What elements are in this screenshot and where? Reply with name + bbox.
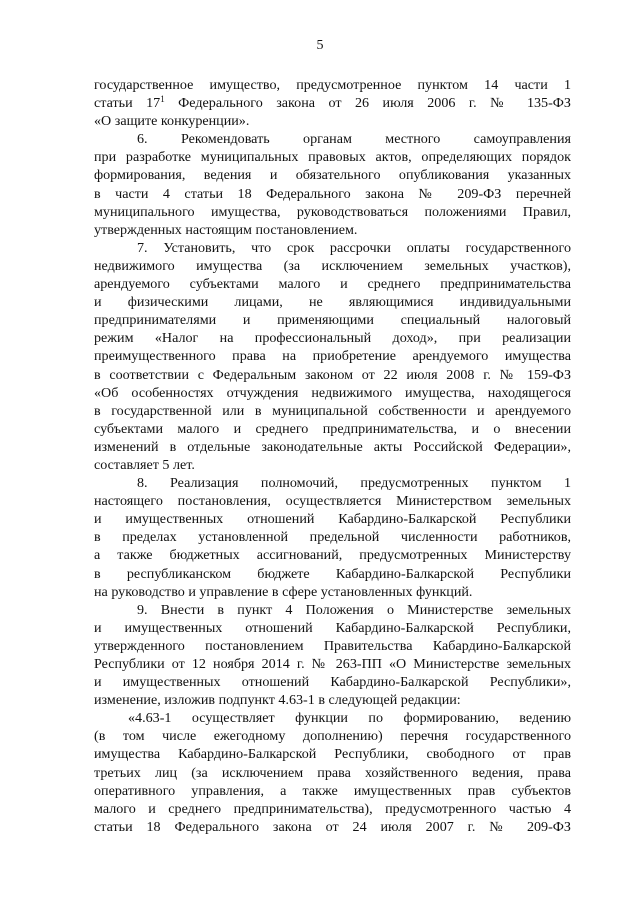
text-line: 9. Внести в пункт 4 Положения о Министерстве земельных <box>137 601 571 618</box>
paragraph-item-7 <box>94 239 571 474</box>
text-line <box>94 94 571 112</box>
text-line: муниципального имущества, руководствоваться положениями Правил, <box>94 203 571 220</box>
text-line: преимущественного права на приобретение арендуемого имущества <box>94 348 571 365</box>
text-line: статьи 18 Федерального закона от 24 июля 2007 г. № 209-ФЗ <box>94 818 571 835</box>
text-line: утвержденного постановлением Правительства Кабардино-Балкарской <box>94 637 571 654</box>
text-line: а также бюджетных ассигнований, предусмотренных Министерству <box>94 547 571 564</box>
text-line: в соответствии с Федеральным законом от 22 июля 2008 г. № 159-ФЗ <box>94 366 571 383</box>
text-line: формирования, ведения и обязательного опубликования указанных <box>94 167 571 184</box>
text-line: и имущественных отношений Кабардино-Балкарской Республики», <box>94 674 571 691</box>
paragraph-item-9 <box>94 601 571 710</box>
text-fragment: Федерального закона от 26 июля 2006 г. № 135-ФЗ <box>164 95 571 112</box>
quoted-subparagraph <box>94 709 571 836</box>
text-line: и физическими лицами, не являющимися индивидуальными <box>94 294 571 311</box>
text-line: малого и среднего предпринимательства), предусмотренного частью 4 <box>94 800 571 817</box>
paragraph-item-6 <box>94 130 571 239</box>
text-line: в пределах установленной предельной численности работников, <box>94 529 571 546</box>
text-line: «Об особенностях отчуждения недвижимого имущества, находящегося <box>94 384 571 401</box>
text-line: изменение, изложив подпункт 4.63-1 в следующей редакции: <box>94 692 461 709</box>
text-line: и имущественных отношений Кабардино-Балкарской Республики <box>94 511 571 528</box>
text-line: в части 4 статьи 18 Федерального закона № 209-ФЗ перечней <box>94 185 571 202</box>
text-line: «4.63-1 осуществляет функции по формированию, ведению <box>128 710 571 727</box>
text-line: в государственной или в муниципальной собственности и арендуемого <box>94 402 571 419</box>
paragraph-item-8 <box>94 474 571 601</box>
text-line: и имущественных отношений Кабардино-Балкарской Республики, <box>94 619 571 636</box>
page-number: 5 <box>316 38 324 53</box>
text-line: 6. Рекомендовать органам местного самоуправления <box>137 131 571 148</box>
text-line: на руководство и управление в сфере установленных функций. <box>94 583 473 600</box>
text-line: составляет 5 лет. <box>94 456 195 473</box>
text-line: изменений в отдельные законодательные акты Российской Федерации», <box>94 438 571 455</box>
text-line: имущества Кабардино-Балкарской Республики, свободного от прав <box>94 746 571 763</box>
text-line: 7. Установить, что срок рассрочки оплаты государственного <box>137 239 571 256</box>
text-line: арендуемого субъектами малого и среднего предпринимательства <box>94 276 571 293</box>
text-line: оперативного управления, а также имущественных прав субъектов <box>94 782 571 799</box>
paragraph-continuation <box>94 76 571 130</box>
text-line: субъектами малого и среднего предпринимательства, и о внесении <box>94 420 571 437</box>
text-line: (в том числе ежегодному дополнению) перечня государственного <box>94 728 571 745</box>
text-line: 8. Реализация полномочий, предусмотренных пунктом 1 <box>137 475 571 492</box>
text-line: настоящего постановления, осуществляется Министерством земельных <box>94 493 571 510</box>
document-body <box>94 76 571 836</box>
text-line: в республиканском бюджете Кабардино-Балкарской Республики <box>94 565 571 582</box>
text-line: предпринимателями и применяющими специальный налоговый <box>94 312 571 329</box>
text-line: недвижимого имущества (за исключением земельных участков), <box>94 257 571 274</box>
text-line: режим «Налог на профессиональный доход», при реализации <box>94 330 571 347</box>
superscript: 1 <box>160 94 165 105</box>
text-fragment: статьи 17 <box>94 95 161 112</box>
text-line: утвержденных настоящим постановлением. <box>94 221 358 238</box>
text-line: при разработке муниципальных правовых актов, определяющих порядок <box>94 149 571 166</box>
text-line: Республики от 12 ноября 2014 г. № 263-ПП «О Министерстве земельных <box>94 656 571 672</box>
text-line: «О защите конкуренции». <box>94 113 250 130</box>
text-line: третьих лиц (за исключением права хозяйственного ведения, права <box>94 764 571 781</box>
text-line: государственное имущество, предусмотренное пунктом 14 части 1 <box>94 77 571 93</box>
